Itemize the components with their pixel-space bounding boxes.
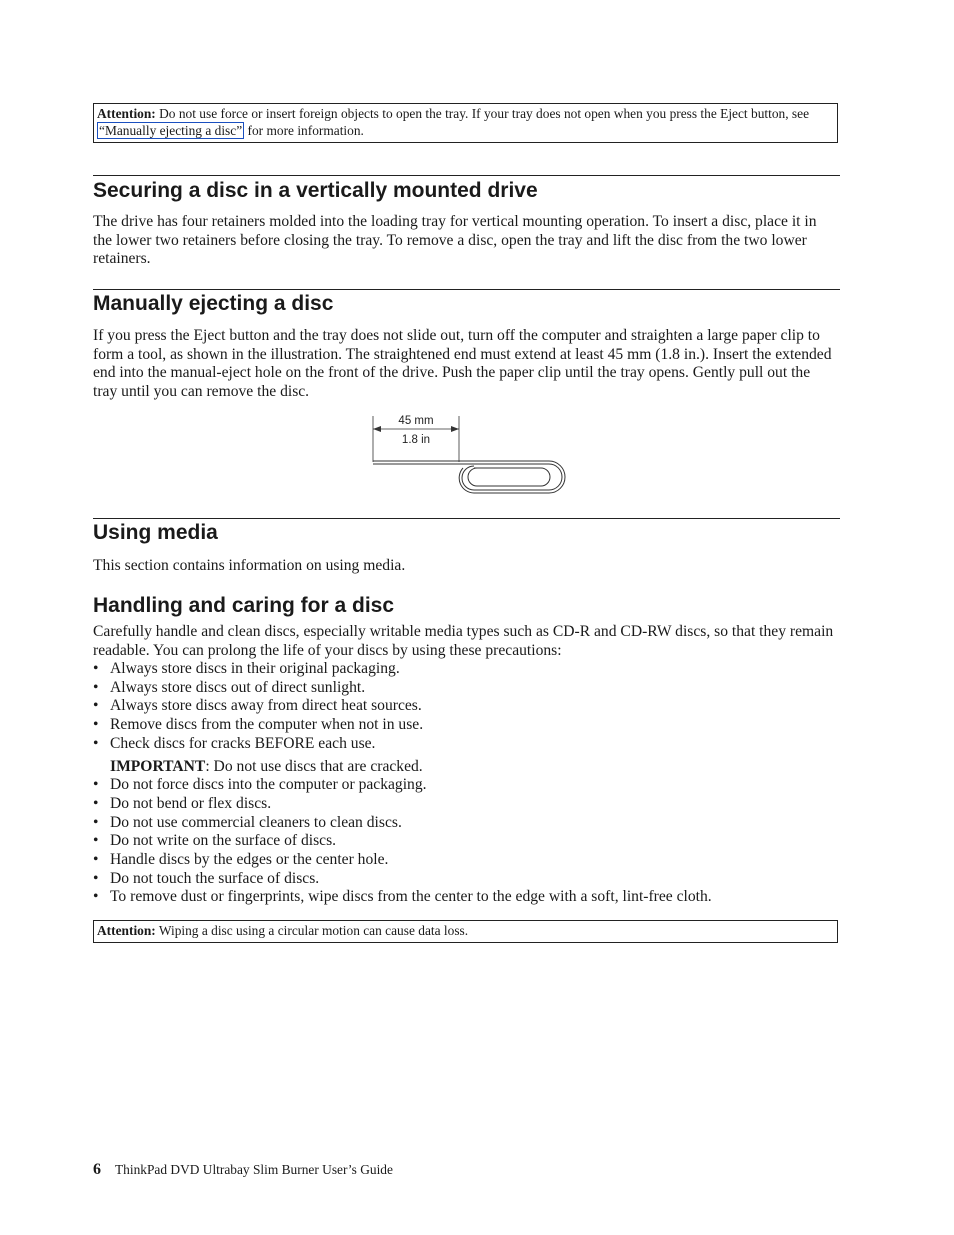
page-footer — [93, 1161, 393, 1179]
bullet-icon: • — [93, 716, 99, 734]
list-item: • Do not bend or flex discs. — [93, 794, 272, 812]
list-item: • Do not force discs into the computer or packaging. — [93, 776, 427, 794]
heading-ejecting: Manually ejecting a disc — [93, 292, 334, 315]
label-1-8in: 1.8 in — [401, 434, 431, 446]
paper-clip-figure — [371, 410, 571, 494]
list-item: • Always store discs in their original packaging. — [93, 660, 400, 677]
list-item: • Remove discs from the computer when not in use. — [93, 716, 424, 734]
footer-title: ThinkPad DVD Ultrabay Slim Burner User’s Guide — [115, 1162, 393, 1177]
bullet-icon: • — [93, 869, 99, 887]
list-item: • Do not use commercial cleaners to clean discs. — [93, 813, 402, 831]
important-note — [93, 758, 840, 777]
bullet-icon: • — [93, 888, 99, 906]
attention-note-bottom — [93, 920, 838, 943]
label-45mm: 45 mm — [398, 415, 434, 427]
manually-ejecting-link[interactable]: “Manually ejecting a disc” — [99, 123, 243, 138]
section-rule — [93, 175, 840, 176]
attention-text: Wiping a disc using a circular motion can cause data loss. — [158, 923, 469, 938]
bullet-icon: • — [93, 813, 99, 831]
attention-label: Attention: — [97, 923, 156, 938]
page-number: 6 — [93, 1161, 101, 1178]
bullet-icon: • — [93, 832, 99, 850]
attention-note-top — [93, 103, 838, 143]
bullet-icon: • — [93, 678, 99, 696]
important-label: IMPORTANT — [110, 757, 206, 775]
bullet-icon: • — [93, 794, 99, 812]
paragraph-securing: The drive has four retainers molded into the loading tray for vertical mounting operation. To insert a disc, place it in the lower two retainers before closing the tray. To remove a disc, open the tray and lift the disc from the two lower retainers. — [93, 213, 817, 268]
heading-handling: Handling and caring for a disc — [93, 594, 395, 617]
section-rule — [93, 518, 840, 519]
list-item: • Do not write on the surface of discs. — [93, 832, 337, 850]
paragraph-handling: Carefully handle and clean discs, especially writable media types such as CD-R and CD-RW discs, so that they remain readable. You can prolong the life of your discs by using these precautions: — [93, 623, 834, 659]
list-item: • Do not touch the surface of discs. — [93, 869, 320, 887]
attention-text-after: for more information. — [244, 123, 364, 138]
bullet-icon: • — [93, 660, 99, 677]
paragraph-ejecting: If you press the Eject button and the tray does not slide out, turn off the computer and straighten a large paper clip to form a tool, as shown in the illustration. The straightened end must extend at least 45 mm (1.8 in.). Insert the extended end into the manual-eject hole on the front of the drive. Push the paper clip until the tray opens. Gently pull out the tray until you can remove the disc. — [93, 327, 832, 401]
important-text: : Do not use discs that are cracked. — [205, 757, 423, 775]
list-item: • Always store discs out of direct sunlight. — [93, 678, 366, 696]
heading-using-media: Using media — [93, 521, 218, 544]
bullet-icon: • — [93, 776, 99, 794]
attention-text: Do not use force or insert foreign objects to open the tray. If your tray does not open when you press the Eject button, see — [159, 106, 810, 121]
attention-label: Attention: — [97, 106, 156, 121]
list-item: • Check discs for cracks BEFORE each use. — [93, 734, 376, 752]
bullet-icon: • — [93, 851, 99, 869]
bullet-icon: • — [93, 697, 99, 715]
list-item: • Handle discs by the edges or the center hole. — [93, 851, 389, 869]
heading-securing: Securing a disc in a vertically mounted drive — [93, 179, 538, 202]
precautions-list-a — [93, 660, 840, 907]
bullet-icon: • — [93, 734, 99, 752]
list-item: • Always store discs away from direct heat sources. — [93, 697, 422, 715]
list-item: • To remove dust or fingerprints, wipe discs from the center to the edge with a soft, lint-free cloth. — [93, 888, 712, 906]
section-rule — [93, 289, 840, 290]
paper-clip-illustration — [371, 410, 571, 494]
paragraph-using-media: This section contains information on using media. — [93, 557, 406, 574]
